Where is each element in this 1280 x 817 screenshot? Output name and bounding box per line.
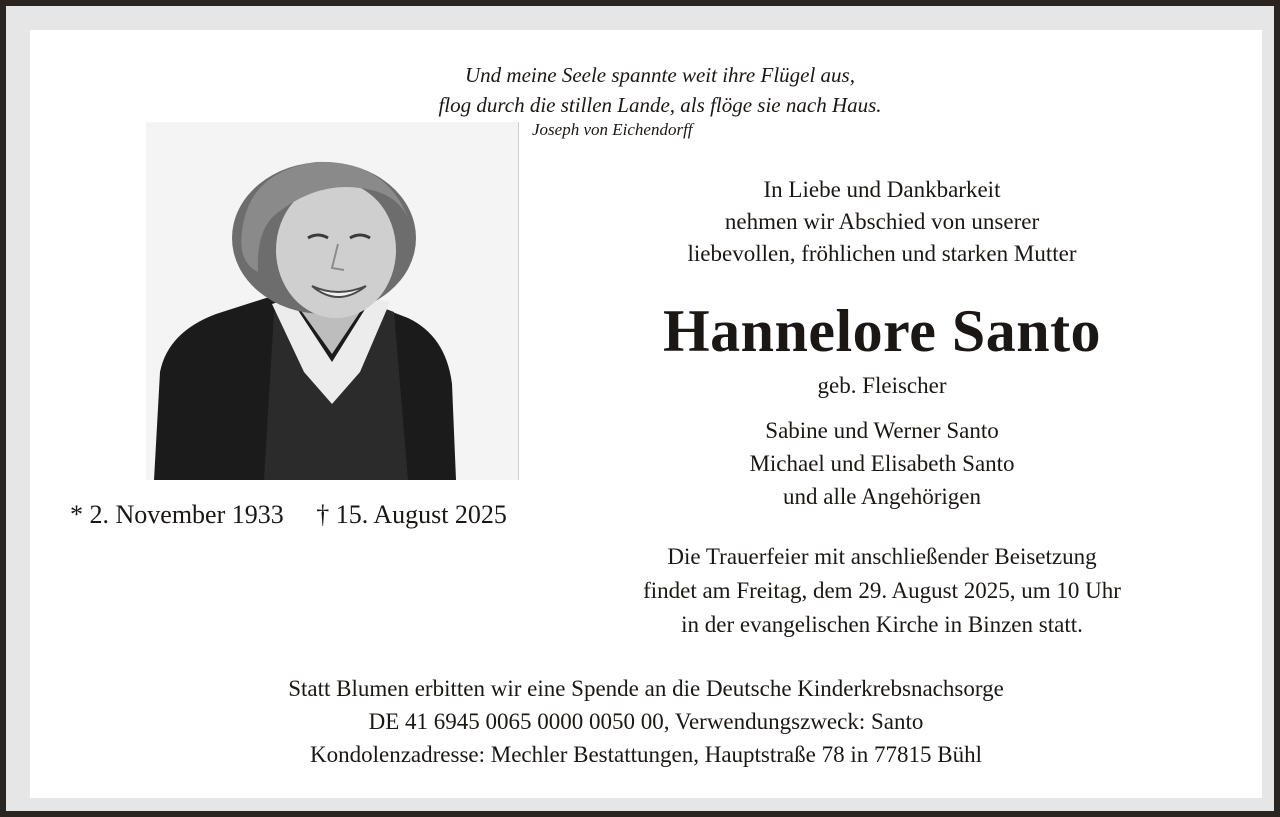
service-line: Die Trauerfeier mit anschließender Beisetzung	[667, 544, 1097, 569]
maiden-name: geb. Fleischer	[817, 373, 947, 398]
death-date: † 15. August 2025	[316, 500, 507, 529]
poem-quote	[280, 60, 1040, 120]
bank-details: DE 41 6945 0065 0000 0050 00, Verwendungszweck: Santo	[368, 709, 924, 734]
quote-line: flog durch die stillen Lande, als flöge sie nach Haus.	[438, 93, 882, 117]
condolence-address: Kondolenzadresse: Mechler Bestattungen, Hauptstraße 78 in 77815 Bühl	[310, 742, 982, 767]
portrait-image	[146, 122, 518, 480]
intro-line: liebevollen, fröhlichen und starken Mutter	[687, 241, 1077, 266]
intro-text	[570, 174, 1194, 270]
funeral-service-info	[570, 540, 1194, 642]
quote-author: Joseph von Eichendorff	[532, 120, 693, 139]
quote-line: Und meine Seele spannte weit ihre Flügel aus,	[465, 63, 855, 87]
family-member: Sabine und Werner Santo	[765, 418, 999, 443]
service-line: in der evangelischen Kirche in Binzen statt.	[681, 612, 1083, 637]
intro-line: In Liebe und Dankbarkeit	[763, 177, 1001, 202]
birth-date: * 2. November 1933	[70, 500, 284, 529]
donation-request: Statt Blumen erbitten wir eine Spende an die Deutsche Kinderkrebsnachsorge	[288, 676, 1004, 701]
obituary-card	[30, 30, 1262, 798]
family-member: und alle Angehörigen	[782, 484, 981, 509]
life-dates	[70, 500, 533, 530]
deceased-name: Hannelore Santo	[662, 298, 1102, 364]
donation-and-condolence-info	[70, 672, 1222, 771]
intro-line: nehmen wir Abschied von unserer	[724, 209, 1040, 234]
outer-frame	[6, 6, 1274, 811]
family-member: Michael und Elisabeth Santo	[749, 451, 1015, 476]
service-line: findet am Freitag, dem 29. August 2025, um 10 Uhr	[643, 578, 1121, 603]
family-list	[570, 414, 1194, 513]
portrait-photo	[146, 122, 519, 480]
